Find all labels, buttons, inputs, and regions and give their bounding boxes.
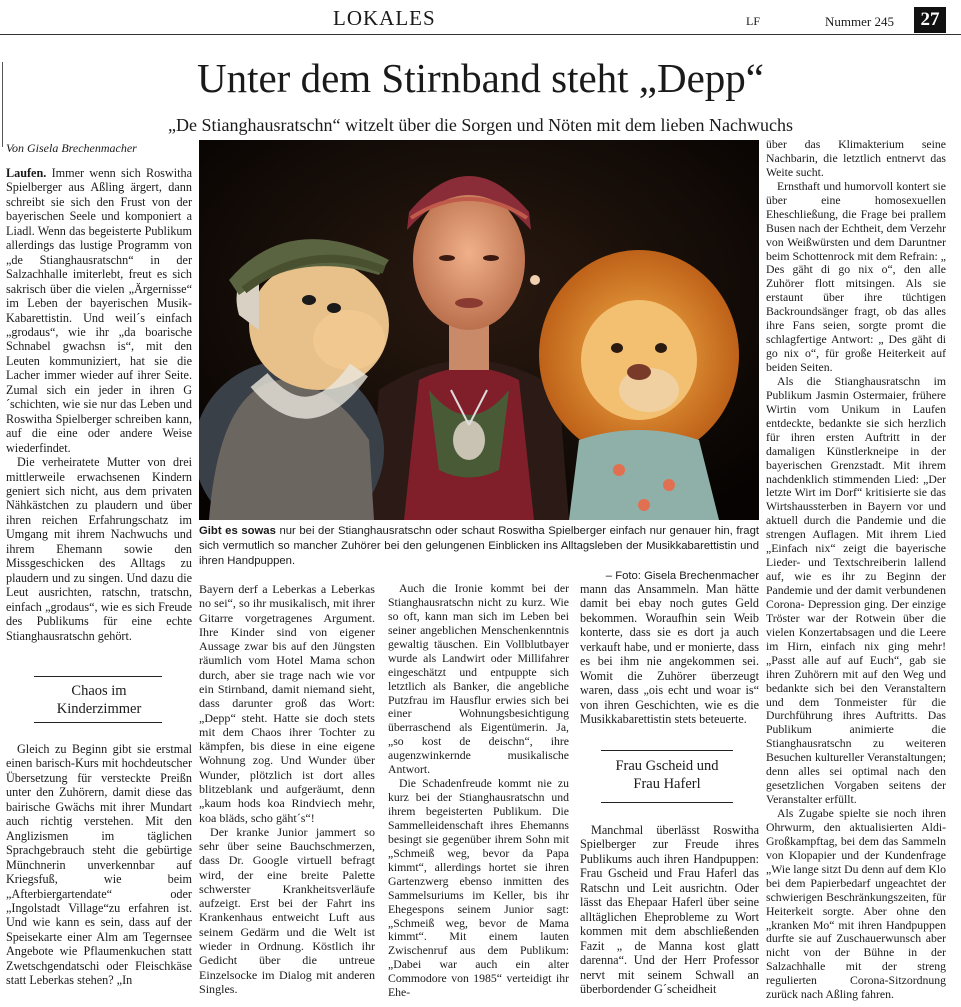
paragraph: Ernsthaft und humorvoll kontert sie über eine homosexuellen Eheschließung, die Frage bei prallem Busen nach der Echtheit, dem Verzehr von Weißwürsten und dem Daruntner beim Schottenrock mit dem Refrain: „ Des gäht di go nix o“, den alle Zuhörer flott mitsingen. Als sie erstaunt über ihre tüchtigen Backroundsänger fragt, ob das alles ihre Fans seien, sorgte promt die schlagfertige Antwort: „ Des gäht di go nix o“, für große Heiterkeit auf beiden Seiten. — [766, 179, 946, 374]
dateline: Laufen. — [6, 166, 47, 180]
subhead-chaos: Chaos im Kinderzimmer — [56, 683, 142, 717]
paragraph: über das Klimakterium seine Nachbarin, die letztlich entnervt das Weite sucht. — [766, 138, 946, 179]
subhead-rule-top — [34, 676, 162, 677]
article-column-4b — [580, 823, 759, 996]
article-column-1b — [6, 742, 192, 988]
caption-text: nur bei der Stianghausratschn oder schaut Roswitha Spielberger einfach nur genauer hin, fragt sich vermutlich so mancher Zuhörer bei den gelungenen Einblicken ins Alltagsleben der Musikkabarettistin und ihren Handpuppen. — [199, 525, 759, 567]
puppet-photo-illustration — [199, 140, 759, 520]
paragraph: Der kranke Junior jammert so sehr über seine Bauchschmerzen, dass Dr. Google virtuell befragt wird, der eine breite Palette schwerster Krankheitsverläufe aufzeigt. Erst bei der Fahrt ins Krankenhaus entweicht Luft aus seinem Gedärm und die Welt ist wieder in Ordnung. Köstlich ihr Gedicht über die untreue Einzelsocke im Dialog mit anderen Singles. — [199, 824, 375, 996]
article-column-5 — [766, 138, 946, 1002]
subheadline: „De Stianghausratschn“ witzelt über die Sorgen und Nöten mit dem lieben Nachwuchs — [168, 115, 793, 135]
page-header — [0, 0, 961, 35]
subhead-rule-bottom — [34, 722, 162, 723]
paragraph: mann das Ansammeln. Man hätte damit bei ebay noch gutes Geld bekommen. Woraufhin sein Weib konterte, dass sie es dort ja auch verkauft habe, und er monierte, dass es bei ihm nie angekommen sei. Womit die Zuhörer überzeugt waren, dass „ois echt und woar is“ von ihren Geschichten, wie es die Musikkabarettistin stets beteuerte. — [580, 582, 759, 727]
subhead-frau: Frau Gscheid und Frau Haferl — [615, 758, 719, 792]
subhead-rule-top — [601, 750, 733, 751]
article-photo — [199, 140, 759, 520]
article-column-4 — [580, 582, 759, 727]
paragraph: Laufen. Immer wenn sich Roswitha Spielberger aus Aßling ärgert, dann schreibt sie sich den Frust von der bayerischen Seele und komponiert a Liadl. Wenn das begeisterte Publikum allerdings das lustige Programm von „de Stianghausratschn“ in der Salzachhalle imiterlebt, freut es sich sakrisch über die vielen „Ärgernisse“ im Leben der bayerischen Musik-Kabarettistin. Und weil´s einfach „grodaus“, wie ihr „da boarische Schnabel gwachsn is“, mit den Leuten kommuniziert, hat sie die Lacher immer wieder auf ihrer Seite. Zumal sich ein jeder in ihren G´schichten, wie sie nur das Leben und Roswitha Spielberger schreiben kann, auf die eine oder andere Weise wiederfindet. — [6, 166, 192, 455]
issue-number: Nummer 245 — [825, 14, 894, 29]
article-column-3 — [388, 582, 569, 1000]
paragraph: Bayern derf a Leberkas a Leberkas no sei“, so ihr musikalisch, mit ihrer Gitarre vorgetragenes Argument. Ihre Kinder sind von eigener Aussage zwar bis auf den Jüngsten räumlich vom Hotel Mama schon durch, aber sie trage nach wie vor ein Stirnband, damit niemand sieht, dass darunter groß das Wort: „Depp“ steht. Hatte sie doch stets mit dem Chaos ihrer Tochter zu kämpfen, bis diese in eine eigene Wohnung zog. Und Wunder über Wunder, plötzlich ist dort alles blitzeblank und aufgeräumt, denn „kaum hods koa Rindviech mehr, koa bläds, scho gäht´s“! — [199, 582, 375, 825]
paragraph: Die verheiratete Mutter von drei mittlerweile erwachsenen Kindern geniert sich nicht, aus dem privaten Nähkästchen zu plaudern und über ihren reichen Erfahrungschatz im Umgang mit ihrem Nachwuchs und ihrem Ehemann sowie den Missgeschicken des Alltags zu plaudern und zu singen. Und dazu die Leut ausrichten, ratschn, tratschn, einfach „grodaus“, wie es sich Freude des Publikums für eine echte Stianghausratschn gehört. — [6, 455, 192, 643]
headline: Unter dem Stirnband steht „Depp“ — [196, 55, 764, 101]
paragraph: Die Schadenfreude kommt nie zu kurz bei der Stianghausratschn und ihrem begeisterten Publikum. Die Sammelleidenschaft ihres Ehemanns besingt sie gegenüber ihrem Sohn mit „Schmeiß weg, bevor da Papa kimmt“, allerdings hortet sie ihren Gartenzwerg ebenso inmitten des Sammelsuriums im Keller, bis ihr Ehegespons seinem Junior sagt: „Schmeiß weg, bevor de Mama kimmt“. Mit einem lauten Zwischenruf aus dem Publikum: „Dabei war auch ein alter Commodore von 1985“ verteidigt ihr Ehe- — [388, 777, 569, 1000]
paragraph: Als die Stianghausratschn im Publikum Jasmin Ostermaier, frühere Wirtin vom Unikum in Laufen entdeckte, bedankte sie sich herzlich für ihren ersten Auftritt in der damaligen Künstlerkneipe in der bayerischen Grenzstadt. Mit ihrem nachdenklich stimmenden Lied: „Der letzte Wirt im Dorf“ kritisierte sie das Wirtshaussterben in Bayern vor und aktuell durch die Pandemie und die strengen Auflagen. Mit ihrem Lied „Einfach nix“ zeigt die bayerische Lieder- und Textschreiberin lallend auf, wie es ihr zu Beginn der Pandemie und der damit verbundenen Corona- Depression ging. Der einzige Tröster war der Rotwein über die vielen Konzertabsagen und die Leere im Hirn, einfach nix ging mehr! „Passt alle auf auf Euch“, gab sie ihren Zuhörern mit auf den Weg und bedankte sich bei den Veranstaltern und dem Tonmeister für die Durchführung ihres Auftritts. Das Publikum animierte die Stianghausratschn zu weiteren Besuchen kultureller Veranstaltungen; denn alles sei optimal nach den gesetzlichen Vorgaben seitens der Veranstalter erfüllt. — [766, 374, 946, 807]
paragraph: Als Zugabe spielte sie noch ihren Ohrwurm, den aktualisierten Aldi-Großkampftag, bei dem das Sammeln von Klopapier und der Kundenfrage „Wie lange sitzt Du denn auf dem Klo bei dem Papierbedarf ungeachtet der schwierigen Beschränkungszeiten, für Heiterkeit sorgte. Aber ohne den „kranken Mo“ mit ihren Handpuppen durfte sie auf Zuschauerwunsch aber nicht von der Bühne in der Salzachhalle mit der streng regulierten Corona-Sitzordnung zurück nach Aßling fahren. — [766, 807, 946, 1002]
photo-caption — [199, 524, 759, 584]
paragraph: Manchmal überlässt Roswitha Spielberger zur Freude ihres Publikums auch ihren Handpuppen: Frau Gscheid und Frau Haferl das Ratschn und Leit ausrichtn. Oder lässt das Ehepaar Haferl über seine alltäglichen Eheprobleme zu Wort kommen mit dem abschließenden Fazit „ de Manna kost glatt darenna“. Und der Herr Professor nervt mit seinem Schwall an überbordender G´scheidheit — [580, 823, 759, 996]
section-title: LOKALES — [333, 6, 436, 30]
byline: Von Gisela Brechenmacher — [6, 141, 137, 155]
subhead-rule-bottom — [601, 802, 733, 803]
article-column-2 — [199, 582, 375, 996]
caption-lead: Gibt es sowas — [199, 525, 276, 537]
paragraph: Auch die Ironie kommt bei der Stianghausratschn nicht zu kurz. Wie so oft, kann man sich im Leben bei seiner angeblichen Menschenkenntnis gewaltig täuschen. Ein Vollblutbayer wurde als Landwirt oder Millifahrer eingeschätzt und entpuppte sich letztlich als Banker, die angebliche Putzfrau im Hausflur erwies sich bei einer Wohnungsbesichtigung überraschend als Eigentümerin. Ja, „so kost de deischn“, ihre augenzwinkernde musikalische Antwort. — [388, 582, 569, 777]
paragraph: Gleich zu Beginn gibt sie erstmal einen barisch-Kurs mit hochdeutscher Übersetzung für versteckte Preißn unter den Zuhörern, damit diese das bairische Gwächs mit ihrer Mundart auch richtig verstehen. Mit den Anglizismen im täglichen Sprachgebrauch steht die gebürtige Münchnerin unverkennbar auf Kriegsfuß, wie beim „Afterbiergartendate“ oder „Ingolstadt Village“zu erfahren ist. Und wie kann es sein, dass auf der Speisekarte einer Alm am Tegernsee Angebote wie Pflaumenkuchen statt Zwetschgendatschi oder Fleischkäse statt Leberkas stehen? „In — [6, 742, 192, 988]
photo-credit: – Foto: Gisela Brechenmacher — [605, 570, 759, 582]
page-number: 27 — [914, 7, 946, 33]
edition-code: LF — [746, 14, 761, 28]
article-column-1 — [6, 166, 192, 643]
